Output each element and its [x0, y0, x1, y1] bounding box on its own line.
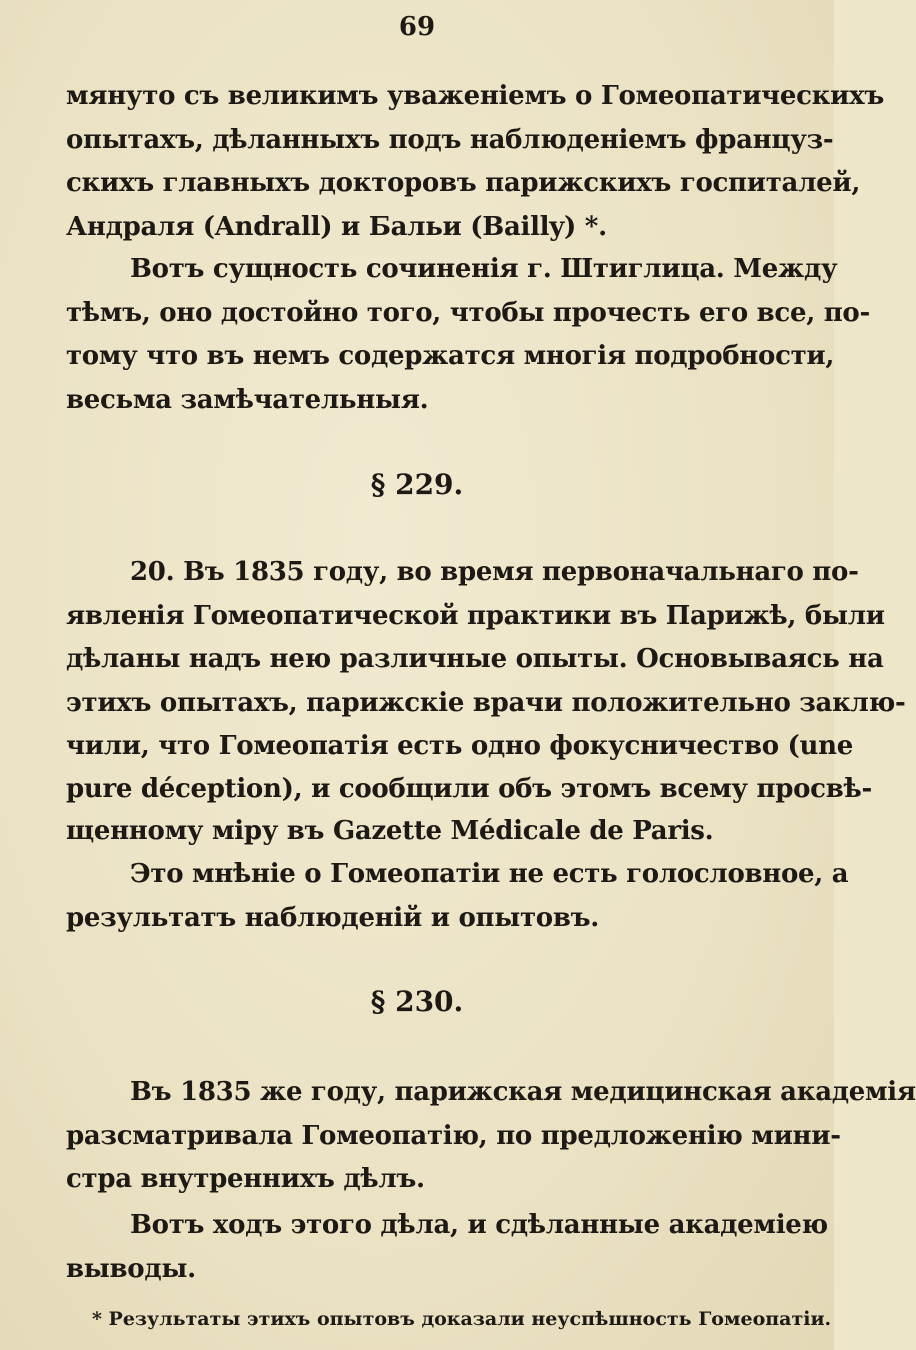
text-line: весьма замѣчательныя.	[66, 385, 429, 415]
section-heading-230: § 230.	[370, 985, 464, 1018]
text-line: Вотъ ходъ этого дѣла, и сдѣланные академіею	[130, 1210, 828, 1240]
text-line: тѣмъ, оно достойно того, чтобы прочесть его все, по-	[66, 298, 870, 328]
text-line: скихъ главныхъ докторовъ парижскихъ госпиталей,	[66, 168, 861, 198]
text-line: чили, что Гомеопатія есть одно фокусничество (une	[66, 731, 854, 761]
text-line: Это мнѣніе о Гомеопатіи не есть голословное, а	[130, 859, 849, 889]
text-line: разсматривала Гомеопатію, по предложенію мини-	[66, 1121, 841, 1151]
text-line: стра внутреннихъ дѣлъ.	[66, 1164, 425, 1194]
text-line: дѣланы надъ нею различные опыты. Основываясь на	[66, 644, 884, 674]
text-line: результатъ наблюденій и опытовъ.	[66, 903, 600, 933]
text-line: выводы.	[66, 1254, 196, 1284]
text-line: щенному міру въ Gazette Médicale de Paris.	[66, 816, 714, 846]
text-line: явленія Гомеопатической практики въ Парижѣ, были	[66, 601, 885, 631]
text-line: 20. Въ 1835 году, во время первоначальнаго по-	[130, 557, 859, 587]
footnote: * Результаты этихъ опытовъ доказали неуспѣшность Гомеопатіи.	[92, 1308, 832, 1330]
text-line: этихъ опытахъ, парижскіе врачи положительно заклю-	[66, 688, 906, 718]
text-line: Въ 1835 же году, парижская медицинская академія	[130, 1077, 916, 1107]
text-line: Вотъ сущность сочиненія г. Штиглица. Между	[130, 254, 838, 284]
section-heading-229: § 229.	[370, 468, 464, 501]
text-line: опытахъ, дѣланныхъ подъ наблюденіемъ француз-	[66, 125, 834, 155]
text-line: тому что въ немъ содержатся многія подробности,	[66, 341, 835, 371]
text-line: pure déception), и сообщили объ этомъ всему просвѣ-	[66, 774, 872, 804]
page-number: 69	[398, 12, 436, 42]
text-line: Андраля (Andrall) и Бальи (Bailly) *.	[66, 212, 607, 242]
text-line: мянуто съ великимъ уваженіемъ о Гомеопатическихъ	[66, 81, 884, 111]
